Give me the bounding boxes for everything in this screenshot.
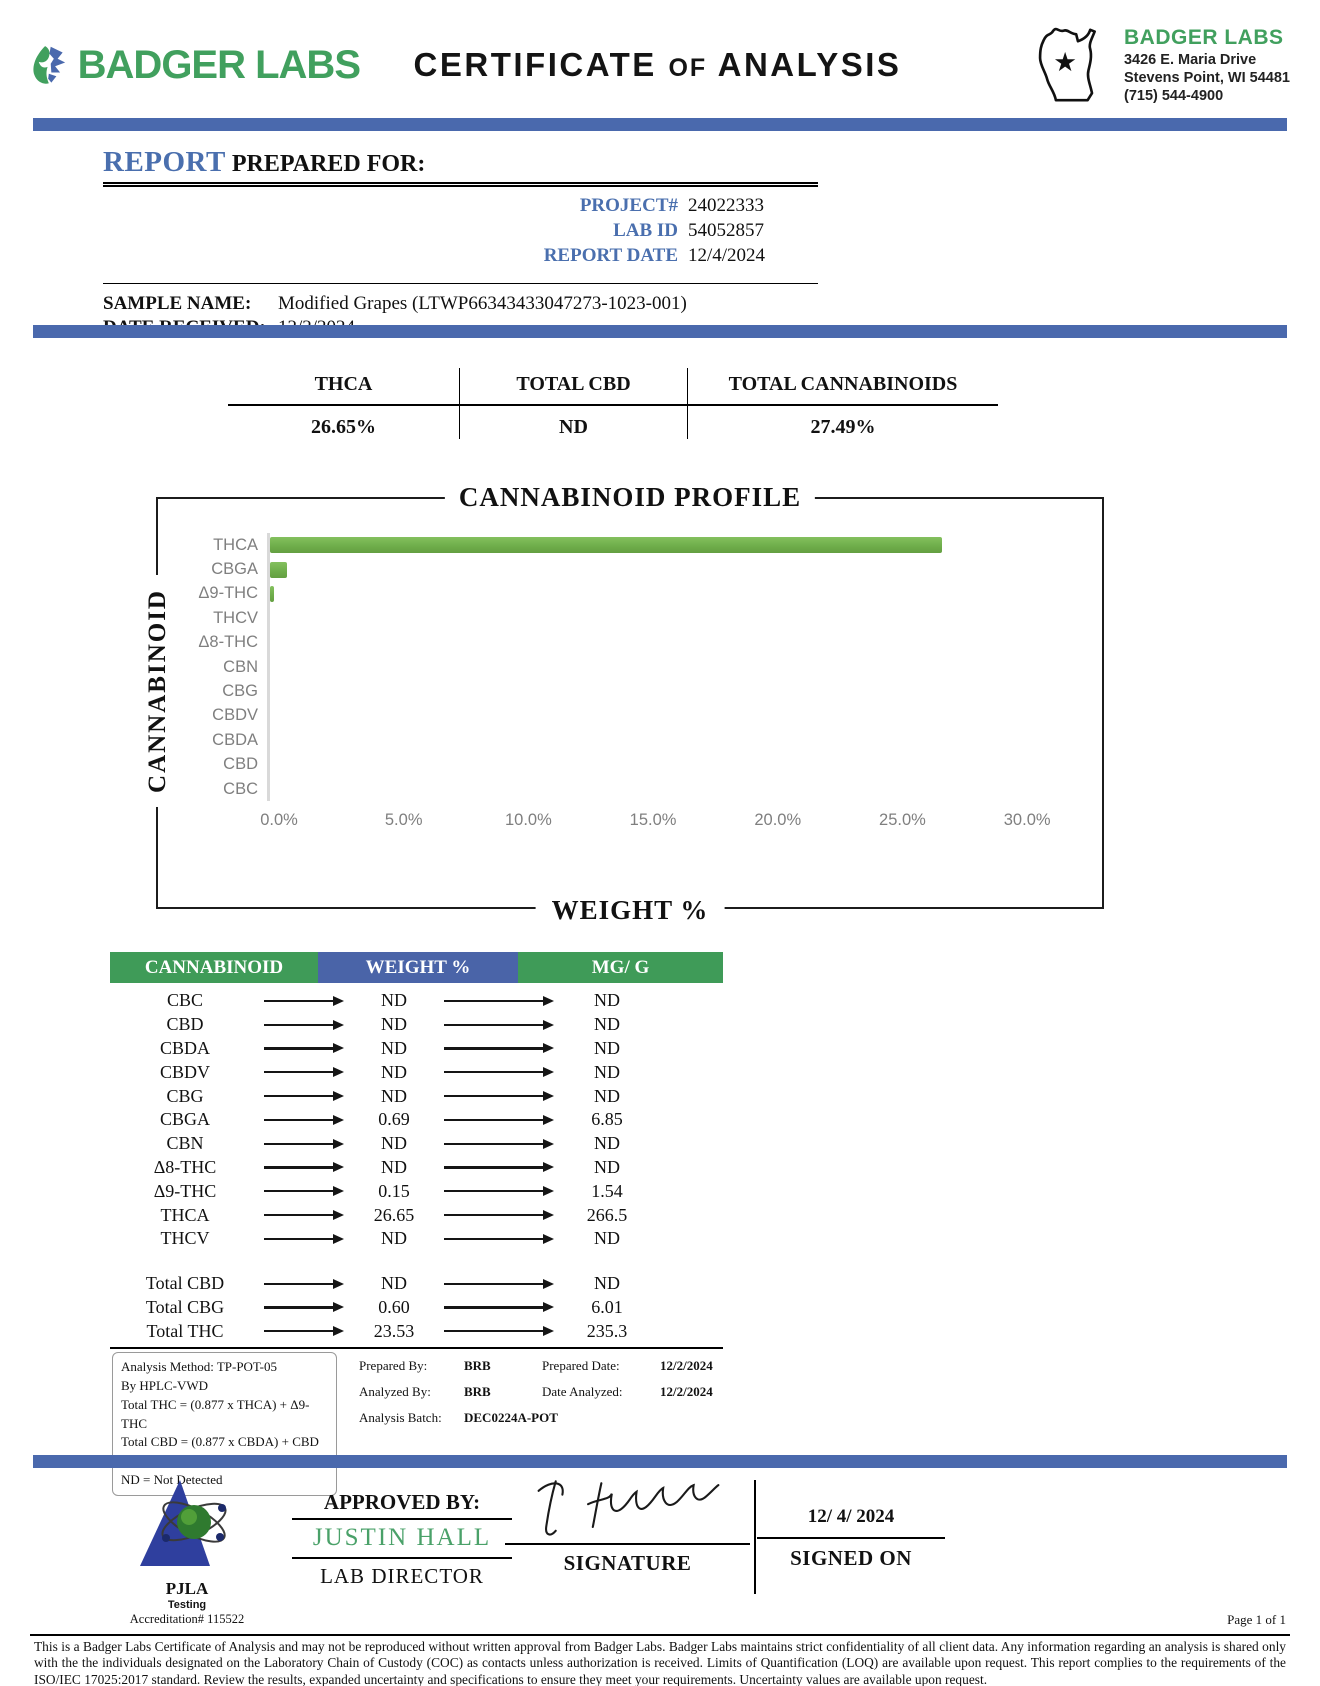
arrow-head <box>333 1326 344 1336</box>
weight-percent-value: 0.15 <box>378 1180 410 1201</box>
table-row <box>110 1156 723 1180</box>
cannabinoid-name: CBC <box>166 990 204 1011</box>
mg-per-g-value: ND <box>594 1133 620 1154</box>
arrow-icon <box>440 1115 558 1125</box>
badger-labs-logo <box>30 34 360 96</box>
meta-value: 24022333 <box>688 195 764 216</box>
approval-divider <box>754 1480 756 1594</box>
chart-bar <box>270 537 942 553</box>
chart-row <box>168 704 1092 728</box>
arrow-icon <box>440 1302 558 1312</box>
x-tick-label: 30.0% <box>1003 811 1051 830</box>
weight-percent-value: ND <box>381 1133 407 1154</box>
arrow-head <box>333 1020 344 1030</box>
arrow-icon <box>260 1210 348 1220</box>
x-tick-label: 0.0% <box>260 811 298 830</box>
arrow-line <box>444 1283 543 1285</box>
arrow-head <box>543 1234 554 1244</box>
chart-row <box>168 631 1092 655</box>
analysis-batch-value: DEC0224A-POT <box>464 1410 558 1425</box>
arrow-head <box>333 1139 344 1149</box>
chart-category-label: THCA <box>213 535 258 554</box>
arrow-head <box>543 1020 554 1030</box>
brand-wordmark: BADGER LABS <box>77 42 360 87</box>
arrow-line <box>264 1024 333 1026</box>
arrow-head <box>333 1115 344 1125</box>
mg-per-g-value: 1.54 <box>591 1180 623 1201</box>
divider-bar-middle <box>33 325 1287 338</box>
pjla-name: PJLA <box>165 1579 209 1599</box>
mg-per-g-value: ND <box>594 1228 620 1249</box>
results-table-body <box>110 989 723 1251</box>
summary-header: TOTAL CBD <box>460 368 687 406</box>
arrow-icon <box>440 1139 558 1149</box>
arrow-line <box>264 1166 333 1168</box>
weight-percent-value: ND <box>381 1273 407 1294</box>
arrow-icon <box>440 1186 558 1196</box>
chart-bar-area <box>267 679 1092 703</box>
weight-percent-value: ND <box>381 1228 407 1249</box>
chart-category-label: Δ9-THC <box>198 584 258 603</box>
arrow-icon <box>260 1067 348 1077</box>
cannabinoid-name: Δ9-THC <box>153 1180 217 1201</box>
page-title: CERTIFICATE OF ANALYSIS <box>413 46 902 83</box>
arrow-head <box>543 1186 554 1196</box>
arrow-line <box>444 1024 543 1026</box>
chart-bar-area <box>267 582 1092 606</box>
date-analyzed-value: 12/2/2024 <box>660 1384 713 1399</box>
arrow-head <box>333 996 344 1006</box>
arrow-line <box>264 1119 333 1121</box>
arrow-head <box>333 1186 344 1196</box>
chart-row <box>168 533 1092 557</box>
summary-header: THCA <box>228 368 459 406</box>
mg-per-g-value: ND <box>594 1014 620 1035</box>
arrow-line <box>444 1190 543 1192</box>
mg-per-g-value: ND <box>594 1037 620 1058</box>
svg-text:★: ★ <box>1053 47 1077 78</box>
arrow-icon <box>260 1302 348 1312</box>
weight-percent-value: ND <box>381 990 407 1011</box>
arrow-icon <box>440 1210 558 1220</box>
arrow-head <box>543 1139 554 1149</box>
arrow-line <box>444 1214 543 1216</box>
summary-column <box>228 368 460 439</box>
arrow-head <box>543 1302 554 1312</box>
signed-on-label: SIGNED ON <box>790 1546 912 1570</box>
mg-per-g-value: 235.3 <box>586 1320 628 1341</box>
arrow-head <box>333 1067 344 1077</box>
summary-column <box>688 368 998 439</box>
chart-bar-area <box>267 753 1092 777</box>
results-table-header <box>110 952 723 983</box>
meta-value: 12/4/2024 <box>688 245 766 266</box>
arrow-line <box>444 1095 543 1097</box>
weight-percent-value: 0.69 <box>378 1109 410 1130</box>
approved-by-label: APPROVED BY: <box>292 1490 512 1520</box>
arrow-icon <box>260 1279 348 1289</box>
arrow-head <box>543 1115 554 1125</box>
mg-per-g-value: ND <box>594 990 620 1011</box>
prepared-date-label: Prepared Date: <box>542 1358 620 1373</box>
divider-bar-top <box>33 118 1287 131</box>
phone-number: (715) 544-4900 <box>1123 88 1224 105</box>
sample-name-value: Modified Grapes (LTWP66343433047273-1023-001) <box>278 293 687 314</box>
summary-header: TOTAL CANNABINOIDS <box>688 368 998 406</box>
arrow-head <box>543 1162 554 1172</box>
method-note-line: ND = Not Detected <box>121 1472 223 1488</box>
summary-value: ND <box>559 416 588 438</box>
prepared-date-value: 12/2/2024 <box>660 1358 713 1373</box>
chart-bar-area <box>267 728 1092 752</box>
arrow-line <box>444 1071 543 1073</box>
mg-per-g-value: ND <box>594 1061 620 1082</box>
arrow-head <box>333 1234 344 1244</box>
x-tick-label: 20.0% <box>754 811 802 830</box>
chart-row <box>168 777 1092 801</box>
weight-percent-value: ND <box>381 1156 407 1177</box>
arrow-icon <box>260 1326 348 1336</box>
arrow-icon <box>260 1020 348 1030</box>
method-note-line: Analysis Method: TP-POT-05 <box>121 1359 278 1374</box>
signed-on-block <box>757 1506 945 1571</box>
meta-value: 54052857 <box>688 220 764 241</box>
cannabinoid-name: CBDA <box>159 1037 210 1058</box>
analysis-batch-label: Analysis Batch: <box>359 1410 442 1425</box>
chart-bar-area <box>267 533 1092 557</box>
arrow-line <box>444 1238 543 1240</box>
weight-percent-value: ND <box>381 1085 407 1106</box>
arrow-line <box>264 1330 333 1332</box>
arrow-head <box>333 1043 344 1053</box>
mg-per-g-value: 6.01 <box>591 1296 623 1317</box>
x-tick-label: 10.0% <box>504 811 552 830</box>
mg-per-g-value: ND <box>594 1085 620 1106</box>
table-row <box>110 1132 723 1156</box>
table-row <box>110 1203 723 1227</box>
arrow-head <box>333 1162 344 1172</box>
cannabinoid-name: CBD <box>166 1014 204 1035</box>
table-row <box>110 1013 723 1037</box>
table-row <box>110 1108 723 1132</box>
chart-bar-area <box>267 631 1092 655</box>
potency-summary-table <box>228 368 998 439</box>
chart-category-label: CBG <box>222 682 258 701</box>
arrow-line <box>264 1095 333 1097</box>
x-tick-label: 5.0% <box>384 811 423 830</box>
arrow-head <box>543 1326 554 1336</box>
address-line-2: Stevens Point, WI 54481 <box>1123 70 1290 87</box>
chart-category-label: CBN <box>223 657 258 676</box>
arrow-line <box>264 1000 333 1002</box>
chart-row <box>168 655 1092 679</box>
arrow-line <box>264 1143 333 1145</box>
chart-row <box>168 753 1092 777</box>
lab-address-block <box>945 21 1290 109</box>
arrow-head <box>543 1043 554 1053</box>
header <box>30 14 1290 116</box>
weight-percent-value: 0.60 <box>378 1296 410 1317</box>
cannabinoid-results-table <box>110 952 723 1349</box>
arrow-line <box>264 1071 333 1073</box>
results-table-totals <box>110 1272 723 1349</box>
method-note-line: Total CBD = (0.877 x CBDA) + CBD <box>121 1434 319 1450</box>
cannabinoid-name: THCV <box>160 1228 210 1249</box>
arrow-line <box>264 1214 333 1216</box>
approved-by-block <box>292 1490 512 1589</box>
chart-bar <box>270 586 274 602</box>
chart-plot-area <box>168 533 1092 801</box>
table-row <box>110 1272 723 1296</box>
weight-percent-value: ND <box>381 1014 407 1035</box>
chart-y-axis-label: CANNABINOID <box>144 575 172 807</box>
arrow-line <box>264 1190 333 1192</box>
arrow-icon <box>440 1326 558 1336</box>
arrow-icon <box>260 1115 348 1125</box>
footer-rule <box>30 1634 1290 1636</box>
arrow-line <box>264 1283 333 1285</box>
arrow-icon <box>440 1162 558 1172</box>
chart-category-label: CBD <box>223 755 258 774</box>
arrow-head <box>333 1279 344 1289</box>
divider-bar-bottom <box>33 1455 1287 1468</box>
method-note-line: By HPLC-VWD <box>121 1377 209 1393</box>
cannabinoid-name: CBGA <box>159 1109 210 1130</box>
arrow-icon <box>440 1020 558 1030</box>
chart-bar-area <box>267 655 1092 679</box>
table-row <box>110 989 723 1013</box>
weight-percent-value: ND <box>381 1061 407 1082</box>
arrow-icon <box>440 996 558 1006</box>
report-info-section <box>103 146 818 339</box>
arrow-line <box>444 1306 543 1308</box>
mg-per-g-value: ND <box>594 1273 620 1294</box>
approver-title: LAB DIRECTOR <box>320 1564 484 1588</box>
prepared-by-value: BRB <box>464 1358 491 1373</box>
arrow-line <box>264 1238 333 1240</box>
page-number: Page 1 of 1 <box>1227 1612 1286 1627</box>
date-analyzed-label: Date Analyzed: <box>542 1384 623 1399</box>
x-tick-label: 15.0% <box>629 811 677 830</box>
results-column-header: WEIGHT % <box>318 952 518 983</box>
approver-name: JUSTIN HALL <box>292 1520 512 1559</box>
cannabinoid-name: Total THC <box>146 1320 224 1341</box>
results-column-header: CANNABINOID <box>110 952 318 983</box>
chart-row <box>168 557 1092 581</box>
cannabinoid-name: CBG <box>166 1085 204 1106</box>
weight-percent-value: 23.53 <box>373 1320 415 1341</box>
pjla-logo-icon <box>122 1474 252 1574</box>
pjla-accreditation-number: Accreditation# 115522 <box>129 1611 245 1626</box>
arrow-line <box>444 1143 543 1145</box>
wisconsin-map-icon <box>1024 21 1116 109</box>
arrow-icon <box>260 1043 348 1053</box>
chart-x-axis-label: WEIGHT % <box>536 895 725 926</box>
arrow-head <box>543 1091 554 1101</box>
arrow-icon <box>260 1162 348 1172</box>
chart-bar-area <box>267 557 1092 581</box>
arrow-head <box>333 1302 344 1312</box>
analyzed-by-value: BRB <box>464 1384 491 1399</box>
lab-contact-text: BADGER LABS 3426 E. Maria Drive Stevens Point, WI 54481 (715) 544-4900 <box>1123 25 1290 105</box>
chart-category-label: CBDV <box>212 706 258 725</box>
mg-per-g-value: ND <box>594 1156 620 1177</box>
pjla-accreditation-block <box>112 1474 262 1626</box>
chart-bar <box>270 562 287 578</box>
table-row <box>110 1037 723 1061</box>
chart-bar-area <box>267 777 1092 801</box>
summary-value: 27.49% <box>810 416 876 438</box>
arrow-icon <box>260 1091 348 1101</box>
pjla-testing: Testing <box>167 1598 207 1611</box>
arrow-line <box>444 1047 543 1049</box>
signed-on-date: 12/ 4/ 2024 <box>807 1506 895 1527</box>
table-row <box>110 1179 723 1203</box>
arrow-head <box>543 1067 554 1077</box>
chart-x-ticks <box>260 811 1092 835</box>
arrow-line <box>444 1330 543 1332</box>
chart-category-label: CBDA <box>212 730 258 749</box>
meta-label: PROJECT# <box>579 195 678 216</box>
chart-row <box>168 679 1092 703</box>
signature-image <box>523 1468 733 1546</box>
meta-label: REPORT DATE <box>543 245 678 266</box>
cannabinoid-name: CBN <box>166 1133 204 1154</box>
summary-column <box>460 368 688 439</box>
chart-title: CANNABINOID PROFILE <box>445 482 815 513</box>
cannabinoid-name: Δ8-THC <box>153 1156 217 1177</box>
report-meta <box>103 195 818 284</box>
table-row <box>110 1084 723 1108</box>
arrow-head <box>333 1091 344 1101</box>
weight-percent-value: ND <box>381 1037 407 1058</box>
arrow-line <box>264 1306 333 1308</box>
chart-row <box>168 582 1092 606</box>
arrow-icon <box>440 1234 558 1244</box>
arrow-icon <box>440 1091 558 1101</box>
chart-category-label: Δ8-THC <box>198 633 258 652</box>
meta-label: LAB ID <box>613 220 678 241</box>
cannabinoid-profile-chart <box>144 482 1104 925</box>
x-tick-label: 25.0% <box>879 811 926 830</box>
mg-per-g-value: 266.5 <box>586 1204 628 1225</box>
cannabinoid-name: Total CBD <box>145 1273 225 1294</box>
chart-category-label: THCV <box>213 608 258 627</box>
chart-bar-area <box>267 704 1092 728</box>
chart-row <box>168 606 1092 630</box>
chart-row <box>168 728 1092 752</box>
arrow-icon <box>440 1043 558 1053</box>
analyzed-by-label: Analyzed By: <box>359 1384 431 1399</box>
summary-value: 26.65% <box>311 416 376 438</box>
arrow-head <box>543 1210 554 1220</box>
arrow-line <box>444 1000 543 1002</box>
arrow-icon <box>260 1234 348 1244</box>
sample-name-label: SAMPLE NAME: <box>103 293 252 314</box>
approval-section <box>0 1468 1320 1628</box>
signature-block <box>505 1468 750 1576</box>
footer-disclaimer: This is a Badger Labs Certificate of Analysis and may not be reproduced without written approval from Badger Labs. Badger Labs maintains strict confidentiality of all client data. Any information regarding an analysis is shared only with the the individuals designated on the Laboratory Chain of Custody (COC) as contacts unless authorization is received. Limits of Quantification (LOQ) are available upon request. This report complies to the requirements of the ISO/IEC 17025:2017 standard. Review the results, expanded uncertainty and specifications to ensure they meet your requirements. Uncertainty values are available upon request. <box>34 1639 1286 1686</box>
arrow-icon <box>260 996 348 1006</box>
table-row <box>110 1296 723 1320</box>
mg-per-g-value: 6.85 <box>591 1109 623 1130</box>
arrow-head <box>333 1210 344 1220</box>
chart-category-label: CBC <box>223 779 258 798</box>
arrow-icon <box>260 1186 348 1196</box>
prepared-by-label: Prepared By: <box>359 1358 428 1373</box>
cannabinoid-name: CBDV <box>159 1061 210 1082</box>
chart-bar-area <box>267 606 1092 630</box>
cannabinoid-name: THCA <box>160 1204 210 1225</box>
weight-percent-value: 26.65 <box>373 1204 415 1225</box>
address-line-1: 3426 E. Maria Drive <box>1123 51 1257 68</box>
results-column-header: MG/ G <box>518 952 723 983</box>
arrow-line <box>444 1166 543 1168</box>
table-row <box>110 1227 723 1251</box>
chart-category-label: CBGA <box>211 560 258 579</box>
arrow-head <box>543 996 554 1006</box>
report-prepared-heading: REPORT PREPARED FOR: <box>103 146 818 187</box>
arrow-icon <box>260 1139 348 1149</box>
cannabinoid-name: Total CBG <box>145 1296 225 1317</box>
table-row <box>110 1060 723 1084</box>
arrow-line <box>444 1119 543 1121</box>
signature-label: SIGNATURE <box>563 1551 692 1575</box>
table-row <box>110 1319 723 1343</box>
badger-leaf-icon <box>30 34 68 96</box>
arrow-icon <box>440 1279 558 1289</box>
method-note-line: Total THC = (0.877 x THCA) + Δ9-THC <box>121 1396 310 1431</box>
arrow-icon <box>440 1067 558 1077</box>
arrow-line <box>264 1047 333 1049</box>
arrow-head <box>543 1279 554 1289</box>
